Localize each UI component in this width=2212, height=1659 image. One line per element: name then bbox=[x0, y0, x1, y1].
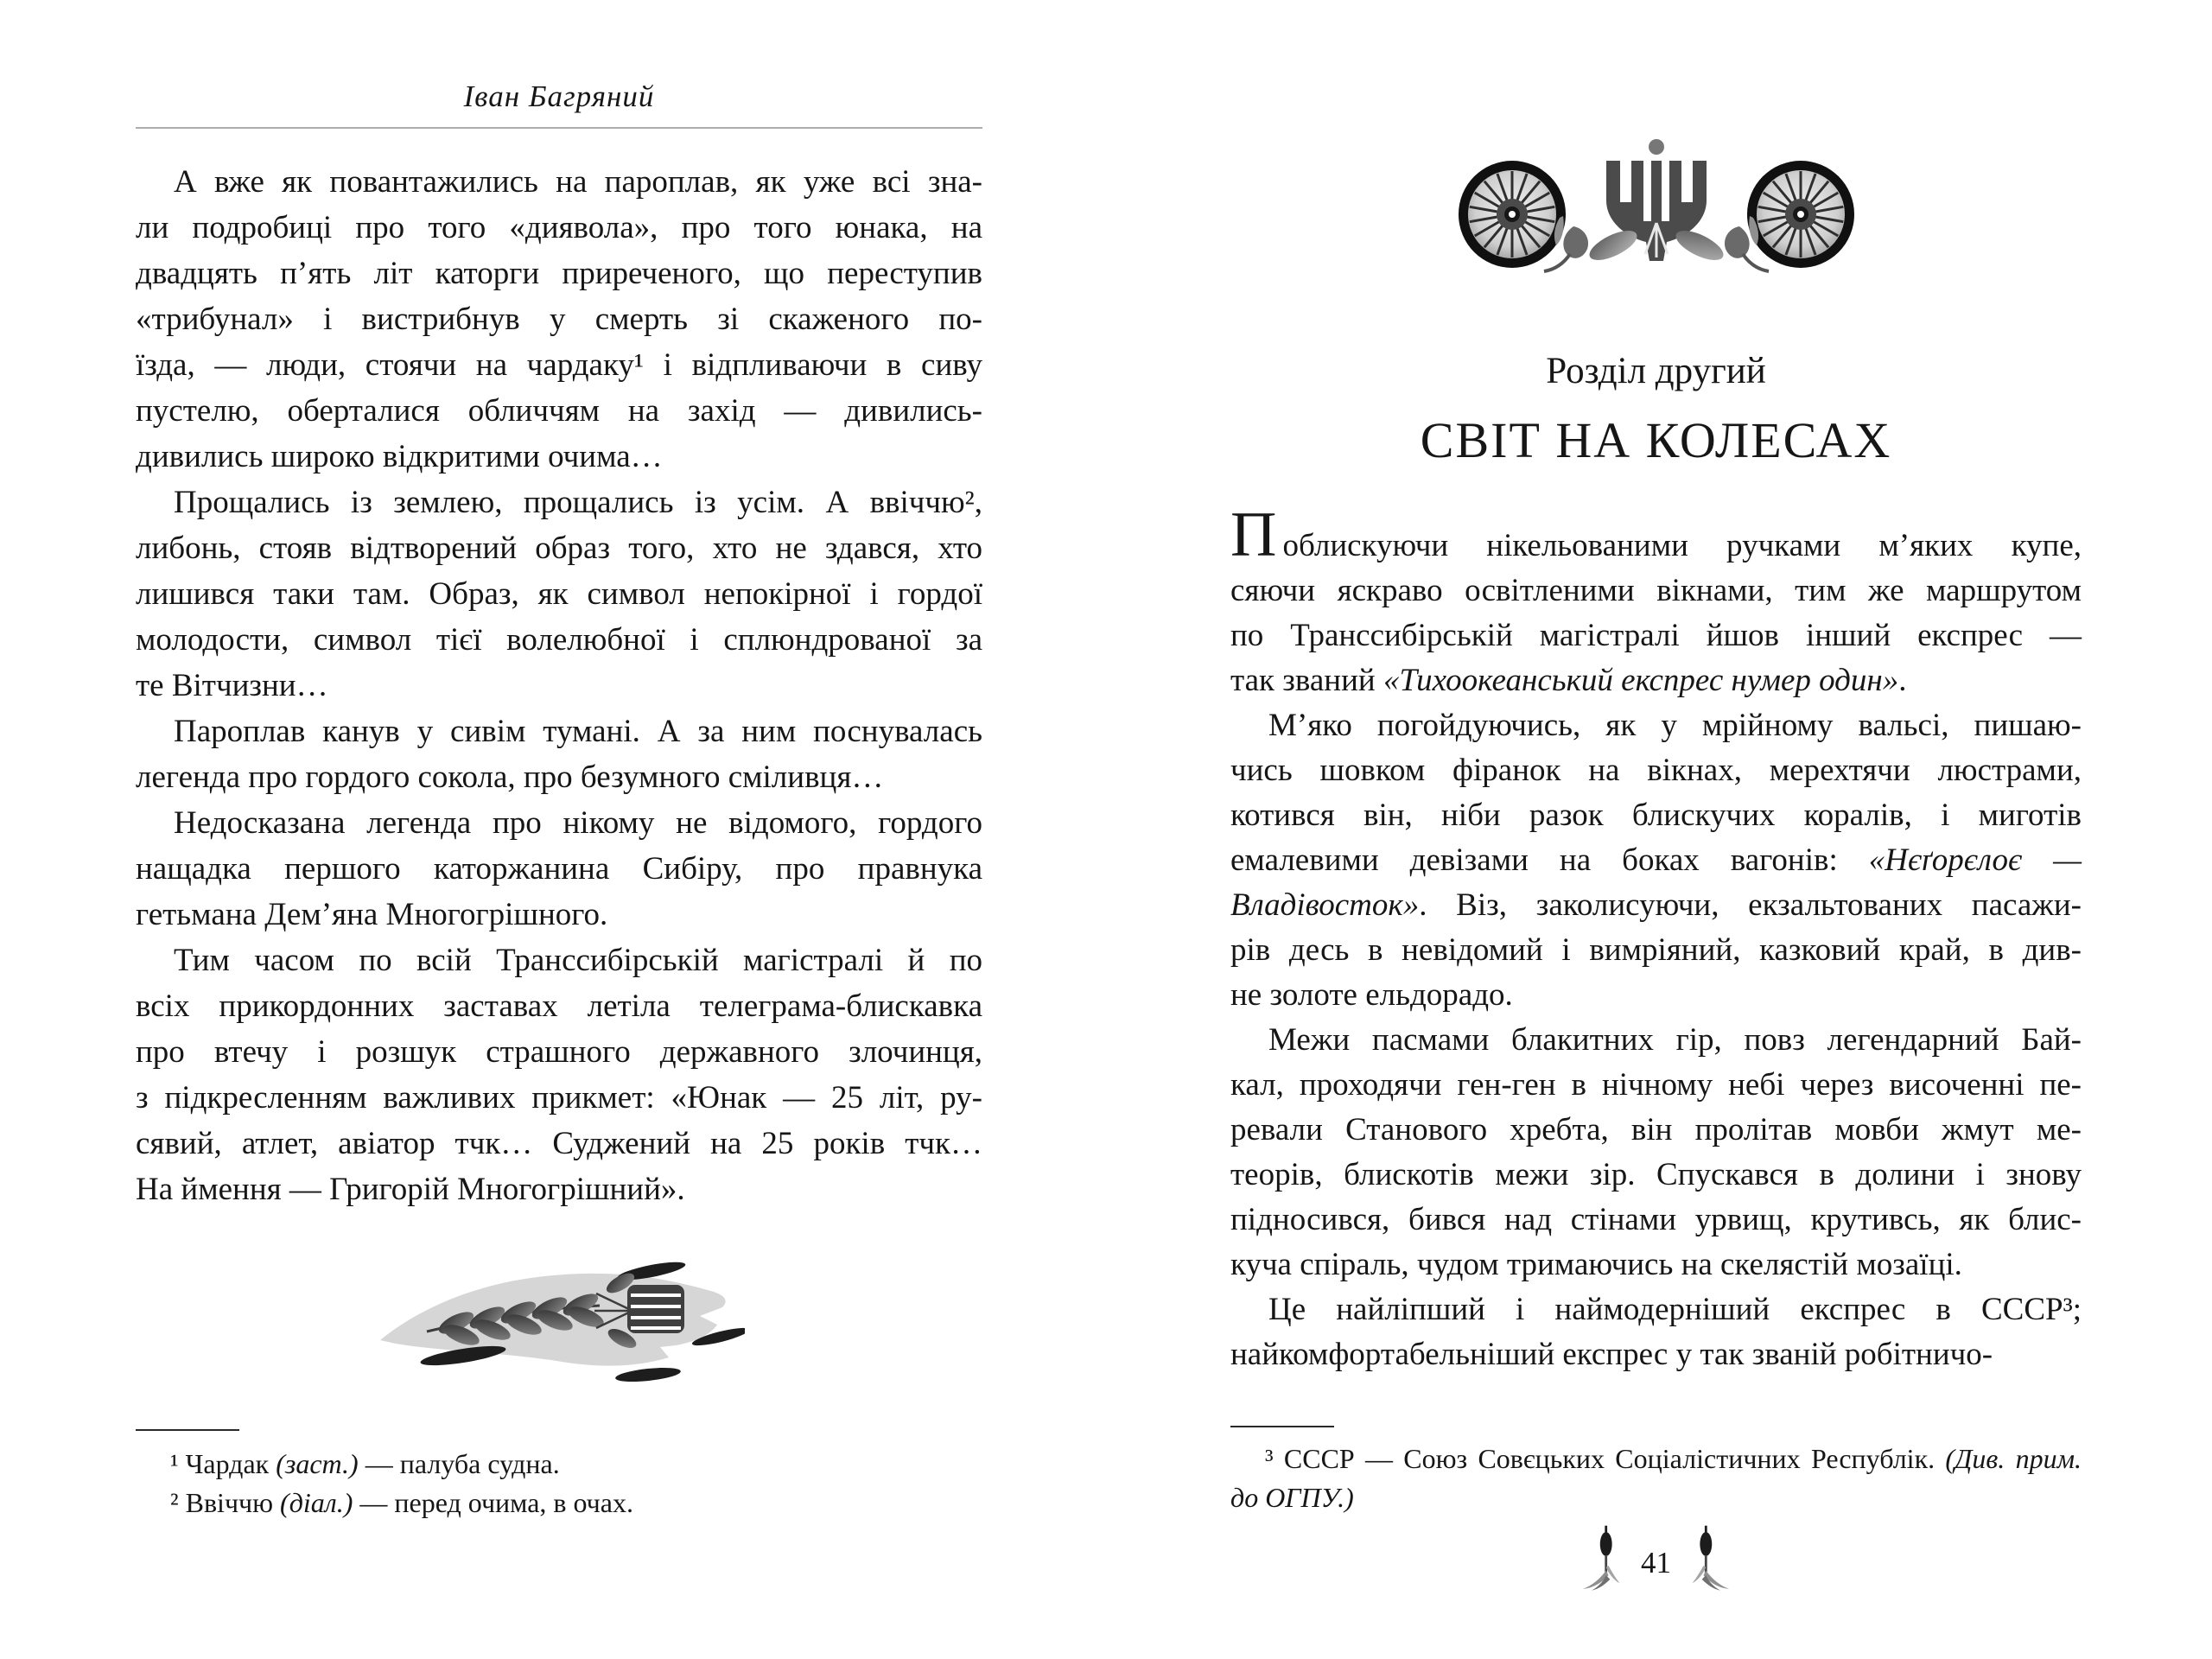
cattail-ornament-left-icon bbox=[1579, 1522, 1627, 1603]
paragraph bbox=[136, 709, 982, 800]
text-line: гетьмана Дем’яна Многогрішного. bbox=[136, 897, 608, 932]
text-line: Прощались із землею, прощались із усім. А ввіччю², bbox=[174, 485, 982, 520]
paragraph bbox=[1230, 499, 2082, 703]
footnote-rule bbox=[136, 1429, 239, 1431]
paragraph bbox=[1230, 1018, 2082, 1287]
paragraph bbox=[136, 159, 982, 480]
text-line bbox=[1230, 499, 2082, 570]
text-line: ли подробиці про того «диявола», про того юнака, на bbox=[136, 210, 982, 245]
text-line bbox=[1230, 1440, 2082, 1478]
paragraph bbox=[136, 938, 982, 1212]
body-text-right bbox=[1230, 499, 2082, 1377]
paragraph bbox=[1230, 703, 2082, 1018]
wheat-comet-ornament-icon bbox=[373, 1257, 745, 1387]
text-segment: ² Ввіччю bbox=[170, 1487, 281, 1518]
text-line: нащадка першого каторжанина Сибіру, про правнука bbox=[136, 851, 982, 887]
text-line: Тим часом по всій Транссибірській магістралі й по bbox=[174, 943, 982, 978]
footnotes-left bbox=[136, 1445, 982, 1522]
text-segment: — перед очима, в очах. bbox=[353, 1487, 633, 1518]
text-segment: так званий bbox=[1230, 663, 1383, 698]
text-segment: (діал.) bbox=[280, 1487, 353, 1518]
text-line: молодости, символ тієї волелюбної і сплюндрованої за bbox=[136, 622, 982, 658]
paragraph bbox=[136, 800, 982, 938]
paragraph bbox=[1230, 1440, 2082, 1517]
page-number: 41 bbox=[1641, 1545, 1671, 1580]
text-line: сяючи яскраво освітленими вікнами, тим же маршрутом bbox=[1230, 573, 2082, 608]
text-segment: ³ СССР — Союз Совєцьких Соціалістичних Республік. bbox=[1265, 1443, 1946, 1474]
text-segment: емалевими девізами на боках вагонів: bbox=[1230, 842, 1869, 878]
page-right bbox=[1230, 0, 2082, 1659]
text-line: лишився таки там. Образ, як символ непокірної і гордої bbox=[136, 576, 982, 612]
text-line bbox=[1230, 883, 2082, 928]
text-line bbox=[136, 1484, 982, 1522]
text-line: ревали Станового хребта, він пролітав мовби жмут ме- bbox=[1230, 1112, 2082, 1147]
text-line: «трибунал» і вистрибнув у смерть зі скаженого по- bbox=[136, 302, 982, 337]
text-segment: П bbox=[1230, 499, 1277, 570]
text-line: Недосказана легенда про нікому не відомого, гордого bbox=[174, 805, 982, 841]
text-line bbox=[1230, 1478, 2082, 1517]
text-line: теорів, блискотів межи зір. Спускався в долини і знову bbox=[1230, 1157, 2082, 1192]
text-line bbox=[1230, 658, 2082, 703]
text-line: їзда, — люди, стоячи на чардаку¹ і відпливаючи в сиву bbox=[136, 347, 982, 383]
text-line: куча спіраль, чудом тримаючись на скелястій мозаїці. bbox=[1230, 1247, 1962, 1282]
text-line: всіх прикордонних заставах летіла телеграма-блискавка bbox=[136, 988, 982, 1024]
text-line: А вже як повантажились на пароплав, як уже всі зна- bbox=[174, 164, 982, 200]
cattail-ornament-right-icon bbox=[1685, 1522, 1733, 1603]
text-segment: «Нєґорєлоє — bbox=[1868, 842, 2082, 878]
chapter-title: СВІТ НА КОЛЕСАХ bbox=[1420, 412, 1892, 468]
train-wheels-ornament-icon bbox=[1453, 128, 1859, 289]
text-segment: — палуба судна. bbox=[358, 1448, 560, 1479]
text-line bbox=[136, 1445, 982, 1484]
text-segment: Владівосток» bbox=[1230, 887, 1420, 923]
text-segment: (заст.) bbox=[276, 1448, 359, 1479]
text-segment: «Тихоокеанський експрес нумер один» bbox=[1382, 663, 1899, 698]
header-rule bbox=[136, 127, 982, 129]
text-line: кал, проходячи ген-ген в нічному небі через височенні пе- bbox=[1230, 1067, 2082, 1103]
text-segment: до ОГПУ.) bbox=[1230, 1482, 1354, 1513]
footnote-rule bbox=[1230, 1426, 1334, 1427]
text-line: сявий, атлет, авіатор тчк… Суджений на 25 років тчк… bbox=[136, 1126, 982, 1161]
text-line: На ймення — Григорій Многогрішний». bbox=[136, 1172, 685, 1207]
text-line: те Вітчизни… bbox=[136, 668, 328, 703]
text-line: чись шовком фіранок на вікнах, мерехтячи люстрами, bbox=[1230, 753, 2082, 788]
text-line: котився він, ніби разок блискучих коралів, і миготів bbox=[1230, 798, 2082, 833]
page-left bbox=[136, 0, 982, 1659]
paragraph bbox=[1230, 1287, 2082, 1377]
text-line: М’яко погойдуючись, як у мрійному вальсі, пишаю- bbox=[1268, 708, 2082, 743]
footnotes-right bbox=[1230, 1440, 2082, 1517]
running-header: Іван Багряний bbox=[463, 79, 655, 113]
paragraph bbox=[136, 1484, 982, 1522]
text-segment: . Віз, заколисуючи, екзальтованих пасажи- bbox=[1419, 887, 2082, 923]
paragraph bbox=[136, 1445, 982, 1484]
chapter-label: Розділ другий bbox=[1546, 351, 1766, 391]
text-segment: ¹ Чардак bbox=[170, 1448, 276, 1479]
page-number-row bbox=[1230, 1522, 2082, 1603]
paragraph bbox=[136, 480, 982, 709]
text-line bbox=[1230, 838, 2082, 883]
text-line: найкомфортабельніший експрес у так званій робітничо- bbox=[1230, 1337, 1993, 1372]
text-line: пустелю, оберталися обличчям на захід — дивились- bbox=[136, 393, 982, 429]
text-line: либонь, стояв відтворений образ того, хто не здався, хто bbox=[136, 531, 982, 566]
text-line: Це найліпший і наймодерніший експрес в СССР³; bbox=[1268, 1292, 2082, 1327]
text-segment: облискуючи нікельованими ручками м’яких купе, bbox=[1282, 528, 2082, 563]
text-line: дивились широко відкритими очима… bbox=[136, 439, 663, 474]
text-segment: . bbox=[1898, 663, 1907, 698]
text-line: підносився, бився над стінами урвищ, крутивсь, як блис- bbox=[1230, 1202, 2082, 1237]
text-line: рів десь в невідомий і вимріяний, казковий край, в див- bbox=[1230, 932, 2082, 968]
text-line: легенда про гордого сокола, про безумного сміливця… bbox=[136, 760, 884, 795]
text-line: по Транссибірській магістралі йшов інший експрес — bbox=[1230, 618, 2082, 653]
text-line: Межи пасмами блакитних гір, повз легендарний Бай- bbox=[1268, 1022, 2082, 1058]
text-segment: (Див. прим. bbox=[1945, 1443, 2082, 1474]
text-line: двадцять п’ять літ каторги приреченого, що переступив bbox=[136, 256, 982, 291]
text-line: Пароплав канув у сивім тумані. А за ним поснувалась bbox=[174, 714, 982, 749]
text-line: про втечу і розшук страшного державного злочинця, bbox=[136, 1034, 982, 1070]
text-line: не золоте ельдорадо. bbox=[1230, 977, 1513, 1013]
text-line: з підкресленням важливих прикмет: «Юнак — 25 літ, ру- bbox=[136, 1080, 982, 1116]
body-text-left bbox=[136, 159, 982, 1212]
